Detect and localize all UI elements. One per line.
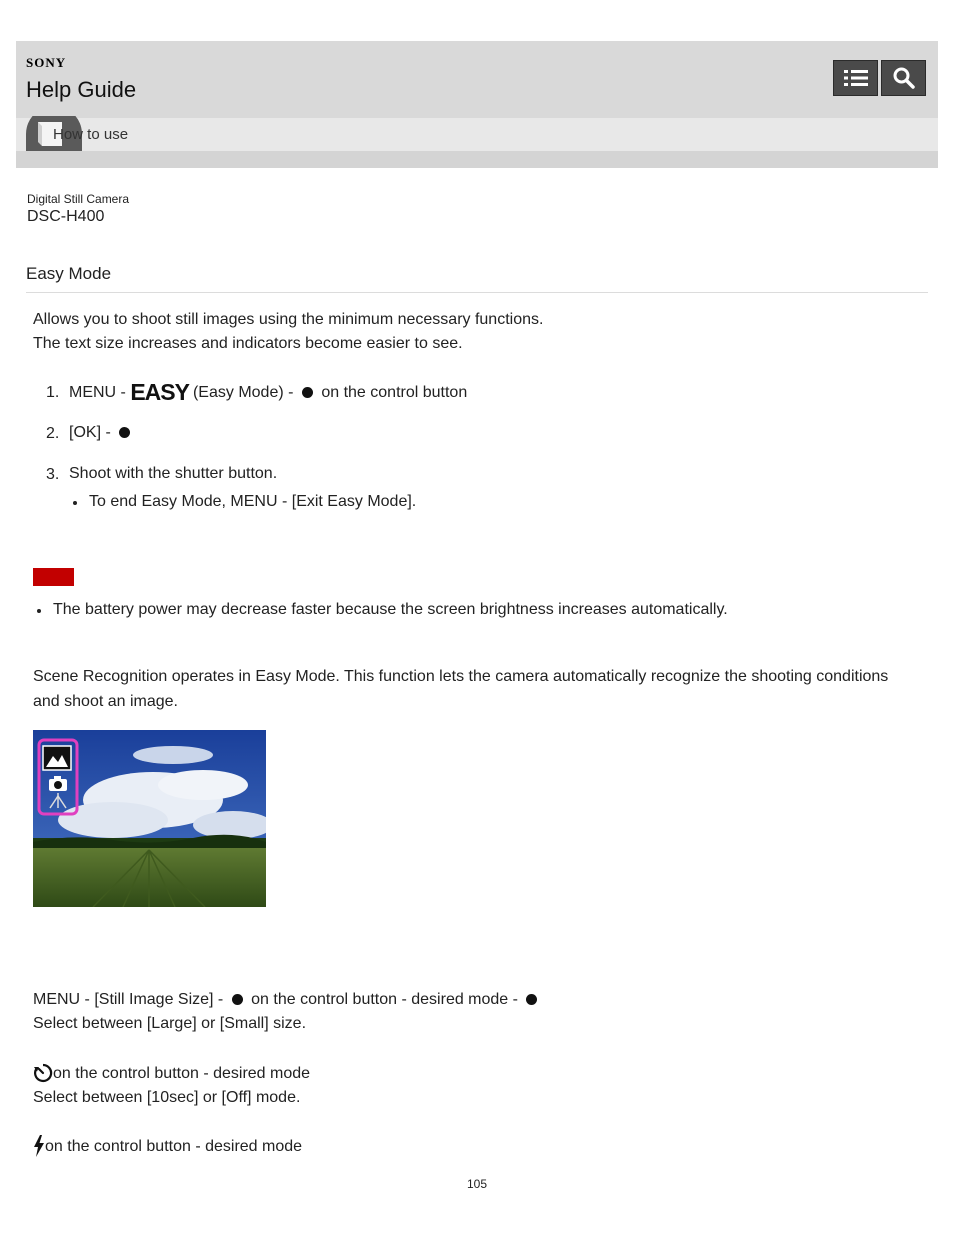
self-timer-icon	[33, 1063, 53, 1083]
control-button-center-icon	[302, 387, 313, 398]
size-line-1-a: MENU - [Still Image Size] -	[33, 991, 228, 1008]
flash-line-1-text: on the control button - desired mode	[45, 1138, 303, 1155]
step-number: 2.	[46, 425, 60, 442]
breadcrumb-bar	[16, 118, 938, 151]
control-button-center-icon	[526, 994, 537, 1005]
scene-text-2: and shoot an image.	[33, 693, 178, 710]
step-number: 3.	[46, 466, 60, 483]
timer-line-1	[33, 1062, 310, 1086]
toc-icon	[843, 68, 869, 88]
step-1-suffix: on the control button	[321, 384, 468, 401]
timer-line-1-text: on the control button - desired mode	[53, 1065, 311, 1082]
product-category: Digital Still Camera	[27, 192, 130, 206]
step-1-mid: (Easy Mode) -	[192, 384, 298, 401]
page-title: Easy Mode	[26, 264, 112, 283]
step-3-sub: To end Easy Mode, MENU - [Exit Easy Mode].	[89, 493, 417, 510]
bullet	[37, 609, 41, 613]
scene-recognition-image	[33, 730, 266, 907]
step-2-prefix: [OK] -	[69, 424, 116, 441]
breadcrumb[interactable]: How to use	[53, 126, 129, 143]
easy-mode-icon: EASY	[130, 379, 189, 405]
intro-text-1: Allows you to shoot still images using the minimum necessary functions.	[33, 311, 544, 328]
scene-landscape-icon	[43, 746, 71, 770]
header-divider	[16, 151, 938, 168]
guide-title: Help Guide	[26, 77, 137, 102]
step-3: Shoot with the shutter button.	[69, 465, 278, 482]
scene-text-1: Scene Recognition operates in Easy Mode. This function lets the camera automatically recognize the shooting conditions	[33, 668, 889, 685]
search-button[interactable]	[881, 60, 926, 96]
step-1	[69, 380, 467, 405]
size-line-1	[33, 988, 541, 1012]
search-icon	[892, 66, 916, 90]
product-model: DSC-H400	[27, 208, 105, 225]
note-text: The battery power may decrease faster because the screen brightness increases automatically.	[53, 601, 728, 618]
page-number: 105	[466, 1177, 488, 1191]
flash-line-1	[33, 1135, 302, 1159]
intro-text-2: The text size increases and indicators become easier to see.	[33, 335, 463, 352]
size-line-2: Select between [Large] or [Small] size.	[33, 1015, 307, 1032]
bullet	[73, 501, 77, 505]
title-divider	[26, 292, 928, 293]
step-number: 1.	[46, 384, 60, 401]
control-button-center-icon	[232, 994, 243, 1005]
step-1-prefix: MENU -	[69, 384, 131, 401]
size-line-1-b: on the control button - desired mode -	[251, 991, 523, 1008]
note-tag	[33, 568, 74, 586]
brand-logo: SONY	[26, 55, 67, 70]
step-2	[69, 421, 134, 445]
control-button-center-icon	[119, 427, 130, 438]
toc-button[interactable]	[833, 60, 878, 96]
header-bar	[16, 41, 938, 118]
landscape-photo	[33, 730, 266, 907]
timer-line-2: Select between [10sec] or [Off] mode.	[33, 1089, 301, 1106]
flash-icon	[33, 1135, 45, 1157]
